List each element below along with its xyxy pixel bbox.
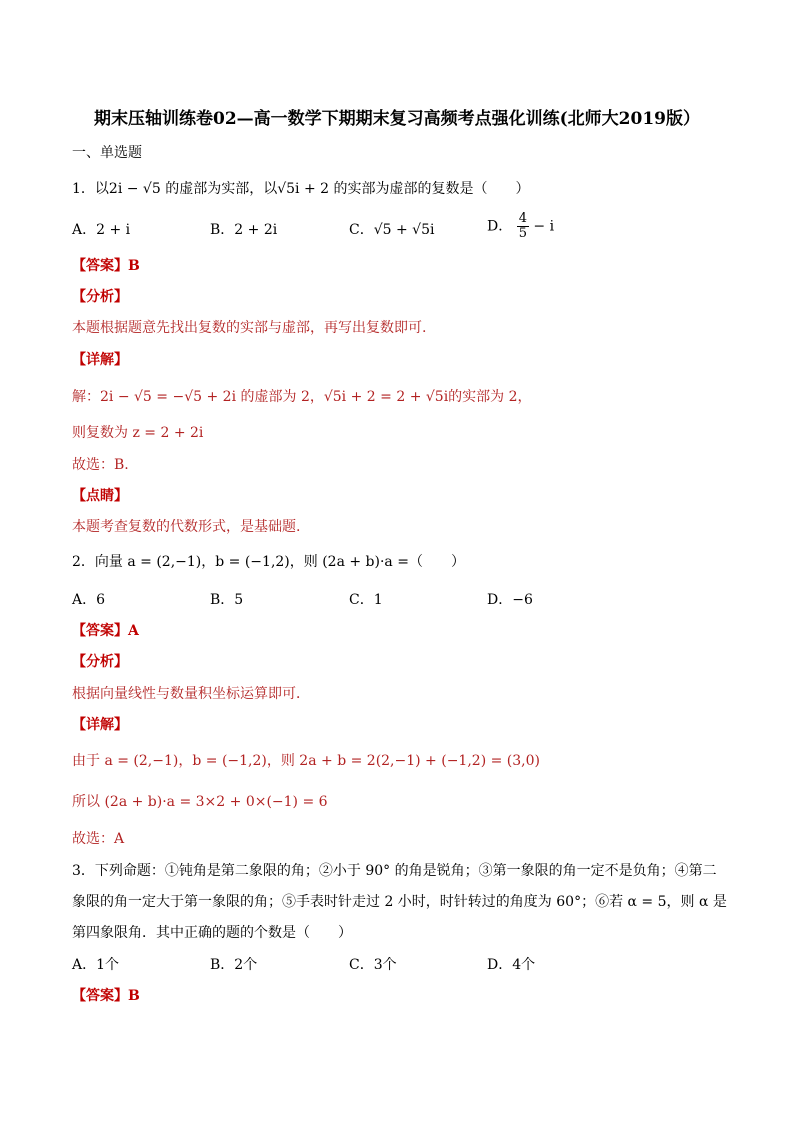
question-3-stem-line-3: 第四象限角．其中正确的题的个数是（ ） [72,925,352,941]
question-3-stem-line-2: 象限的角一定大于第一象限的角；⑤手表时针走过 2 小时，时针转过的角度为 60°；⑥若 α = 5，则 α 是 [72,894,727,910]
q3-option-a: A．1个 [72,957,120,973]
q1-comment: 本题考查复数的代数形式，是基础题. [72,519,301,535]
q2-detail-tag: 【详解】 [72,717,128,733]
q1-option-d-label: D． [487,218,513,235]
q2-detail-line-1: 由于 a = (2,−1)，b = (−1,2)，则 2a + b = 2(2,−1) + (−1,2) = (3,0) [72,753,540,769]
q2-option-d: D．−6 [487,592,533,608]
q1-analysis-tag: 【分析】 [72,289,128,305]
section-heading: 一、单选题 [72,145,142,161]
q1-detail-line-2: 则复数为 z = 2 + 2i [72,425,204,441]
q2-option-b: B．5 [210,592,244,608]
question-3-stem-line-1: 3．下列命题：①钝角是第二象限的角；②小于 90° 的角是锐角；③第一象限的角一定不是负角；④第二 [72,863,717,879]
q3-option-b: B．2个 [210,957,258,973]
q1-choose: 故选：B. [72,457,129,473]
q2-option-a: A．6 [72,592,106,608]
question-1-stem: 1．以2i − √5 的虚部为实部，以√5i + 2 的实部为虚部的复数是（ ） [72,181,530,197]
q2-option-c: C．1 [349,592,383,608]
q1-detail-line-1: 解：2i − √5 = −√5 + 2i 的虚部为 2，√5i + 2 = 2 + √5i的实部为 2， [72,389,532,405]
q2-choose: 故选：A [72,831,125,847]
q1-option-d-fraction [517,212,529,241]
q1-comment-tag: 【点睛】 [72,488,128,504]
q1-option-d-tail: − i [533,218,555,235]
q1-option-a: A．2 + i [72,222,131,238]
q1-option-b: B．2 + 2i [210,222,278,238]
q1-option-d [487,212,554,241]
q2-answer: 【答案】A [72,623,139,639]
q3-option-c: C．3个 [349,957,397,973]
q1-answer: 【答案】B [72,258,140,274]
fraction-numerator: 4 [518,211,527,226]
q1-detail-tag: 【详解】 [72,352,128,368]
q2-analysis: 根据向量线性与数量积坐标运算即可． [72,686,310,702]
question-2-stem: 2．向量 a = (2,−1)，b = (−1,2)，则 (2a + b)·a =（ ） [72,554,465,570]
q2-detail-line-2: 所以 (2a + b)·a = 3×2 + 0×(−1) = 6 [72,794,328,810]
q1-option-c: C．√5 + √5i [349,222,435,238]
page-title: 期末压轴训练卷02—高一数学下期期末复习高频考点强化训练(北师大2019版） [93,109,700,129]
q3-option-d: D．4个 [487,957,536,973]
q1-analysis: 本题根据题意先找出复数的实部与虚部，再写出复数即可. [72,320,427,336]
q2-analysis-tag: 【分析】 [72,654,128,670]
fraction-denominator: 5 [518,226,527,241]
q3-answer: 【答案】B [72,988,140,1004]
